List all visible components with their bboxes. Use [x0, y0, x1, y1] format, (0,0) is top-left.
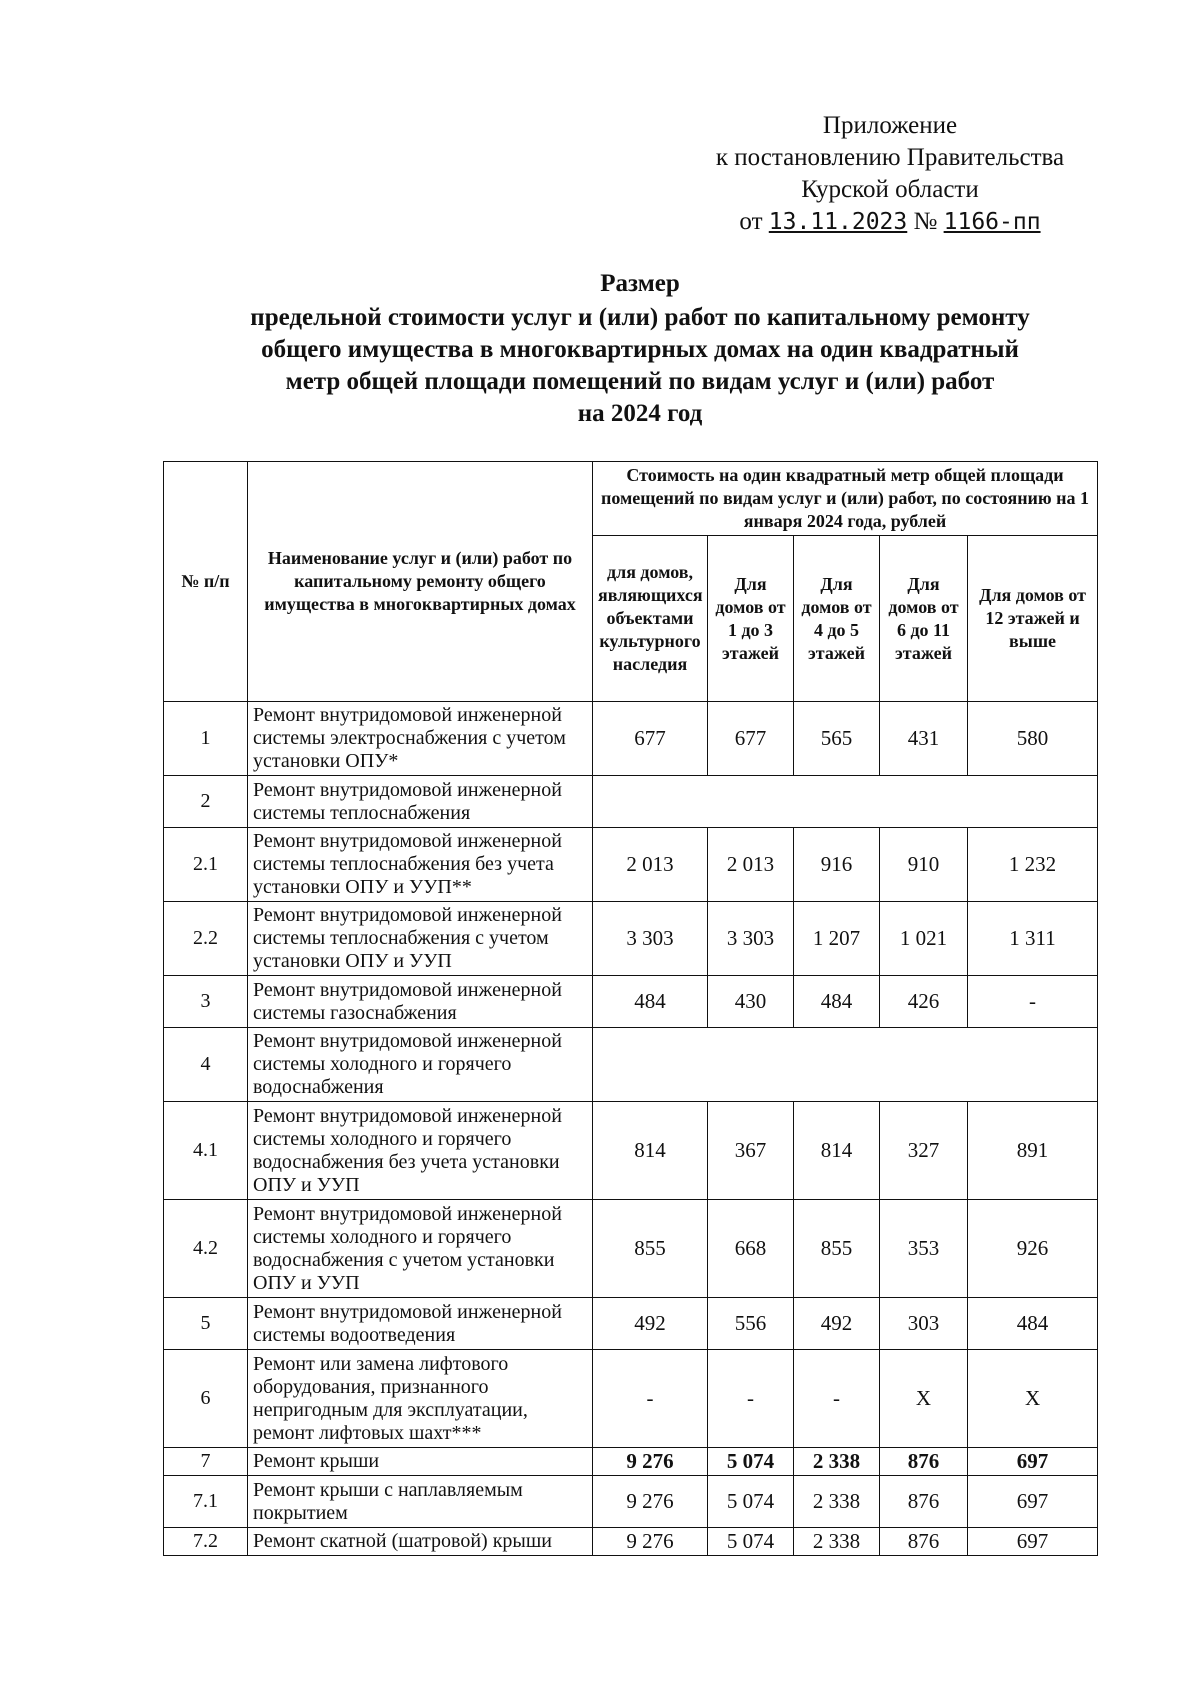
decree-date: 13.11.2023: [768, 209, 908, 235]
appendix-line-2: к постановлению Правительства: [715, 144, 1065, 171]
row-name: Ремонт внутридомовой инженерной системы газоснабжения: [248, 976, 593, 1028]
row-name: Ремонт внутридомовой инженерной системы холодного и горячего водоснабжения без учета установки ОПУ и УУП: [248, 1102, 593, 1200]
value-4-5: 814: [794, 1102, 880, 1200]
table-row: [164, 1476, 1098, 1528]
value-1-3: 430: [708, 976, 794, 1028]
document-title: [150, 268, 1130, 430]
row-name: Ремонт скатной (шатровой) крыши: [248, 1528, 593, 1556]
row-number: 2: [164, 776, 248, 828]
header-cost-group: Стоимость на один квадратный метр общей площади помещений по видам услуг и (или) работ, по состоянию на 1 января 2024 года, рублей: [593, 462, 1098, 536]
table-row: [164, 902, 1098, 976]
value-1-3: -: [708, 1350, 794, 1448]
table-row: [164, 776, 1098, 828]
date-prefix: от: [739, 208, 763, 235]
appendix-reference: [690, 206, 1090, 238]
value-6-11: 876: [880, 1476, 968, 1528]
value-heritage: 2 013: [593, 828, 708, 902]
header-col-12-plus: Для домов от 12 этажей и выше: [968, 536, 1098, 702]
table-row: [164, 1350, 1098, 1448]
row-number: 2.2: [164, 902, 248, 976]
title-line-3: метр общей площади помещений по видам услуг и (или) работ: [285, 368, 995, 395]
row-number: 1: [164, 702, 248, 776]
value-6-11: 303: [880, 1298, 968, 1350]
value-heritage: 9 276: [593, 1528, 708, 1556]
header-name: Наименование услуг и (или) работ по капитальному ремонту общего имущества в многоквартирных домах: [248, 462, 593, 702]
value-1-3: 677: [708, 702, 794, 776]
table-row: [164, 1200, 1098, 1298]
value-4-5: 484: [794, 976, 880, 1028]
table-row: [164, 702, 1098, 776]
empty-values: [593, 1028, 1098, 1102]
value-1-3: 668: [708, 1200, 794, 1298]
title-heading: Размер: [600, 270, 680, 297]
value-12-plus: 1 311: [968, 902, 1098, 976]
number-prefix: №: [913, 208, 938, 235]
value-1-3: 5 074: [708, 1476, 794, 1528]
value-12-plus: 484: [968, 1298, 1098, 1350]
row-name: Ремонт внутридомовой инженерной системы теплоснабжения без учета установки ОПУ и УУП**: [248, 828, 593, 902]
value-heritage: 814: [593, 1102, 708, 1200]
cost-table: [163, 461, 1098, 1556]
value-12-plus: X: [968, 1350, 1098, 1448]
value-6-11: 876: [880, 1528, 968, 1556]
value-1-3: 367: [708, 1102, 794, 1200]
value-4-5: 2 338: [794, 1476, 880, 1528]
value-4-5: 565: [794, 702, 880, 776]
value-4-5: 492: [794, 1298, 880, 1350]
value-4-5: 1 207: [794, 902, 880, 976]
header-col-heritage: для домов, являющихся объектами культурного наследия: [593, 536, 708, 702]
value-heritage: 9 276: [593, 1476, 708, 1528]
title-line-2: общего имущества в многоквартирных домах на один квадратный: [261, 336, 1019, 363]
value-heritage: 3 303: [593, 902, 708, 976]
table-row: [164, 1102, 1098, 1200]
title-line-4: на 2024 год: [577, 400, 703, 427]
header-col-4-5: Для домов от 4 до 5 этажей: [794, 536, 880, 702]
empty-values: [593, 776, 1098, 828]
row-name: Ремонт внутридомовой инженерной системы теплоснабжения: [248, 776, 593, 828]
value-12-plus: 926: [968, 1200, 1098, 1298]
row-name: Ремонт крыши: [248, 1448, 593, 1476]
value-12-plus: 697: [968, 1448, 1098, 1476]
value-12-plus: 1 232: [968, 828, 1098, 902]
value-4-5: 916: [794, 828, 880, 902]
table-row: [164, 1298, 1098, 1350]
header-col-6-11: Для домов от 6 до 11 этажей: [880, 536, 968, 702]
row-number: 3: [164, 976, 248, 1028]
row-number: 4.1: [164, 1102, 248, 1200]
row-name: Ремонт внутридомовой инженерной системы водоотведения: [248, 1298, 593, 1350]
row-name: Ремонт внутридомовой инженерной системы теплоснабжения с учетом установки ОПУ и УУП: [248, 902, 593, 976]
value-1-3: 5 074: [708, 1528, 794, 1556]
value-6-11: 431: [880, 702, 968, 776]
value-heritage: 9 276: [593, 1448, 708, 1476]
value-heritage: -: [593, 1350, 708, 1448]
value-heritage: 492: [593, 1298, 708, 1350]
header-col-1-3: Для домов от 1 до 3 этажей: [708, 536, 794, 702]
row-name: Ремонт или замена лифтового оборудования, признанного непригодным для эксплуатации, ремонт лифтовых шахт***: [248, 1350, 593, 1448]
value-6-11: X: [880, 1350, 968, 1448]
value-4-5: -: [794, 1350, 880, 1448]
value-1-3: 5 074: [708, 1448, 794, 1476]
value-1-3: 3 303: [708, 902, 794, 976]
table-row: [164, 976, 1098, 1028]
table-row: [164, 1528, 1098, 1556]
table-row: [164, 1448, 1098, 1476]
value-1-3: 2 013: [708, 828, 794, 902]
value-12-plus: 891: [968, 1102, 1098, 1200]
row-number: 7.1: [164, 1476, 248, 1528]
row-number: 6: [164, 1350, 248, 1448]
value-heritage: 855: [593, 1200, 708, 1298]
value-4-5: 2 338: [794, 1448, 880, 1476]
value-heritage: 484: [593, 976, 708, 1028]
value-4-5: 2 338: [794, 1528, 880, 1556]
title-line-1: предельной стоимости услуг и (или) работ по капитальному ремонту: [250, 304, 1030, 331]
header-num: № п/п: [164, 462, 248, 702]
value-12-plus: 697: [968, 1476, 1098, 1528]
decree-number: 1166-пп: [943, 209, 1041, 235]
row-number: 7: [164, 1448, 248, 1476]
row-name: Ремонт внутридомовой инженерной системы холодного и горячего водоснабжения: [248, 1028, 593, 1102]
row-number: 5: [164, 1298, 248, 1350]
appendix-line-3: Курской области: [801, 176, 979, 203]
appendix-line-1: Приложение: [822, 112, 958, 139]
value-6-11: 426: [880, 976, 968, 1028]
value-12-plus: -: [968, 976, 1098, 1028]
header-row-1: [164, 462, 1098, 536]
value-12-plus: 697: [968, 1528, 1098, 1556]
value-6-11: 353: [880, 1200, 968, 1298]
value-12-plus: 580: [968, 702, 1098, 776]
value-6-11: 327: [880, 1102, 968, 1200]
row-name: Ремонт внутридомовой инженерной системы электроснабжения с учетом установки ОПУ*: [248, 702, 593, 776]
table-row: [164, 1028, 1098, 1102]
value-1-3: 556: [708, 1298, 794, 1350]
value-4-5: 855: [794, 1200, 880, 1298]
appendix-block: [690, 110, 1090, 238]
row-number: 4.2: [164, 1200, 248, 1298]
table-row: [164, 828, 1098, 902]
value-6-11: 910: [880, 828, 968, 902]
row-name: Ремонт внутридомовой инженерной системы холодного и горячего водоснабжения с учетом установки ОПУ и УУП: [248, 1200, 593, 1298]
value-6-11: 1 021: [880, 902, 968, 976]
value-6-11: 876: [880, 1448, 968, 1476]
row-name: Ремонт крыши с наплавляемым покрытием: [248, 1476, 593, 1528]
value-heritage: 677: [593, 702, 708, 776]
row-number: 4: [164, 1028, 248, 1102]
row-number: 7.2: [164, 1528, 248, 1556]
row-number: 2.1: [164, 828, 248, 902]
